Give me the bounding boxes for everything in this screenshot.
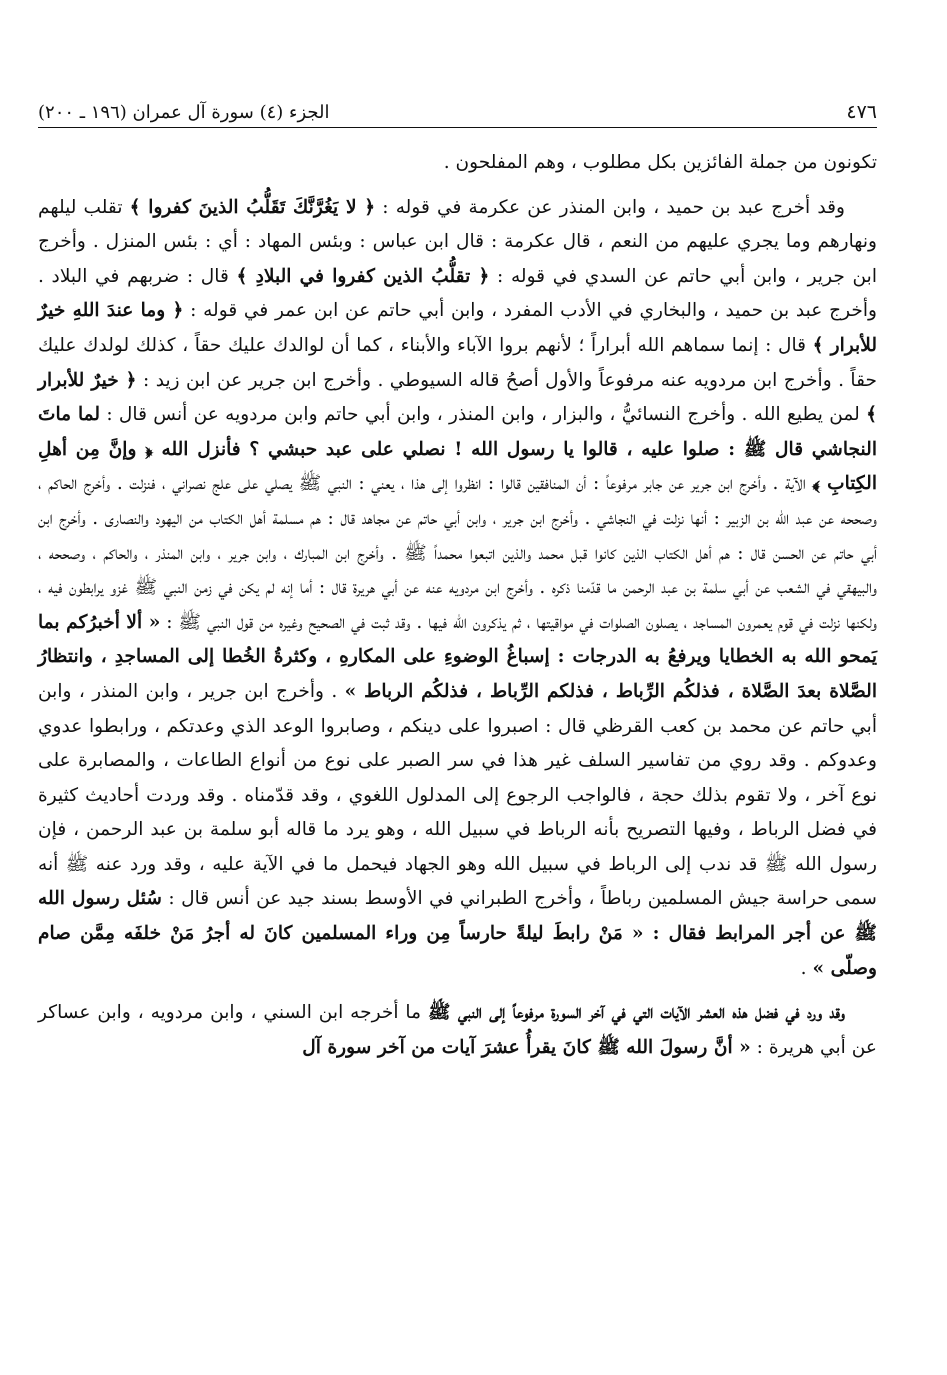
bold-text: ﴿ لا يَغُرَّنَّكَ تَقَلُّبُ الذينَ كفروا ﴾ <box>129 196 376 218</box>
body-text: ما أخرجه ابن السني ، وابن مردويه ، وابن عساكر عن أبي هريرة : <box>38 1002 877 1058</box>
body-text: تكونون من جملة الفائزين بكل مطلوب ، وهم المفلحون . <box>443 152 877 173</box>
body-text: الآية . وأخرج ابن جرير عن جابر مرفوعاً : أن المنافقين قالوا : انظروا إلى هذا ، يعني : النبي ﷺ يصلي على علج نصراني ، فنزلت . وأخرج الحاكم ، وصححه عن عبد الله بن الزبير : أنها نزلت في النجاشي . وأخرج ابن جرير ، وابن أبي حاتم عن مجاهد قال : هم مسلمة أهل الكتاب من اليهود والنصارى . وأخرج ابن أبي حاتم عن الحسن قال : هم أهل الكتاب الذين كانوا قبل محمد والذين اتبعوا محمداً ﷺ . وأخرج ابن المبارك ، وابن جرير ، وابن المنذر ، والحاكم ، وصححه ، والبيهقي في الشعب عن أبي سلمة بن عبد الرحمن ما قدّمنا ذكره . وأخرج ابن مردويه عنه عن أبي هريرة قال : أما إنه لم يكن في زمن النبي ﷺ غزو يرابطون فيه ، ولكنها نزلت في قوم يعمرون المساجد ، يصلون الصلوات في مواقيتها ، ثم يذكرون الله فيها . وقد ثبت في الصحيح وغيره من قول النبي ﷺ : <box>38 473 877 633</box>
page-header <box>38 92 877 128</box>
running-title: الجزء (٤) سورة آل عمران (١٩٦ ـ ٢٠٠) <box>38 102 330 123</box>
bold-text: ﴿ وما عندَ اللهِ خيرٌ للأبرار ﴾ <box>38 300 877 356</box>
page-number: ٤٧٦ <box>846 101 877 123</box>
paragraph-p1 <box>38 146 877 181</box>
body-text: قال : ضربهم في البلاد . وأخرج عبد بن حميد ، والبخاري في الأدب المفرد ، وابن أبي حاتم عن ابن عمر في قوله : <box>38 265 877 322</box>
body-text: . <box>800 957 813 979</box>
bold-text: ﴿ تقلُّبُ الذين كفروا في البلادِ ﴾ <box>236 265 490 287</box>
bold-text: سُئل رسول الله ﷺ عن أجر المرابط فقال : « مَنْ رابطَ ليلةً حارساً مِن وراء المسلمين كانَ له أجرُ مَنْ خلفَه مِمَّن صام وصلّى » <box>38 888 877 979</box>
bold-text: « ألا أخبرُكم بما يَمحو الله به الخطايا ويرفعُ به الدرجات : إسباغُ الوضوءِ على المكارهِ ، وكثرةُ الخُطا إلى المساجدِ ، وانتظارُ الصَّلاة بعدَ الصَّلاة ، فذلكُم الرِّباط ، فذلكم الرِّباط ، فذلكُم الرباط » <box>38 611 877 702</box>
paragraph-p3 <box>38 996 877 1065</box>
bold-text: ﴿ خيرٌ للأبرار ﴾ <box>38 369 877 426</box>
body-text: لمن يطيع الله . وأخرج النسائيُّ ، والبزار ، وابن المنذر ، وابن أبي حاتم وابن مردويه عن أنس قال : <box>100 404 867 426</box>
body-text: قال : إنما سماهم الله أبراراً ؛ لأنهم بروا الآباء والأبناء ، كما أن لوالدك عليك حقاً ، كذلك لولدك عليك حقاً . وأخرج ابن مردويه عنه مرفوعاً والأول أصحُ قاله السيوطي . وأخرج ابن جرير عن ابن زيد : <box>38 334 877 391</box>
body-text: . وأخرج ابن جرير ، وابن المنذر ، وابن أبي حاتم عن محمد بن كعب القرظي قال : اصبروا على دينكم ، وصابروا الوعد الذي وعدتكم ، ورابطوا عدوي وعدوكم . وقد روي من تفاسير السلف غير هذا في سر الصبر على نوع من أنواع الطاعات ، والمصابرة على نوع آخر ، ولا تقوم بذلك حجة ، فالواجب الرجوع إلى المدلول اللغوي ، وقد قدّمناه . وقد وردت أحاديث كثيرة في فضل الرباط ، وفيها التصريح بأنه الرباط في سبيل الله ، وهو يرد ما قاله أبو سلمة بن عبد الرحمن ، فإن رسول الله ﷺ قد ندب إلى الرباط في سبيل الله وهو الجهاد فيحمل ما في الآية عليه ، وقد ورد عنه ﷺ أنه سمى حراسة جيش المسلمين رباطاً ، وأخرج الطبراني في الأوسط بسند جيد عن أنس قال : <box>38 680 877 910</box>
main-text <box>38 146 877 1075</box>
bold-text: « أنَّ رسولَ الله ﷺ كانَ يقرأُ عشرَ آيات من آخر سورة آل <box>302 1036 751 1058</box>
body-text: وقد أخرج عبد بن حميد ، وابن المنذر عن عكرمة في قوله : <box>375 196 845 218</box>
body-text: تقلب ليلهم ونهارهم وما يجري عليهم من النعم ، قال عكرمة : قال ابن عباس : وبئس المهاد : أي : بئس المنزل . وأخرج ابن جرير ، وابن أبي حاتم عن السدي في قوله : <box>38 196 877 287</box>
bold-text: وقد ورد في فضل هذه العشر الآيات التي في آخر السورة مرفوعاً إلى النبي ﷺ <box>427 1002 846 1024</box>
paragraph-p2 <box>38 191 877 987</box>
bold-text: لما ماتَ النجاشي قال ﷺ : صلوا عليه ، قالوا يا رسول الله ! نصلي على عبد حبشي ؟ فأنزل الله ﴿ وإنَّ مِن أهلِ الكِتابِ ﴾ <box>38 404 878 495</box>
